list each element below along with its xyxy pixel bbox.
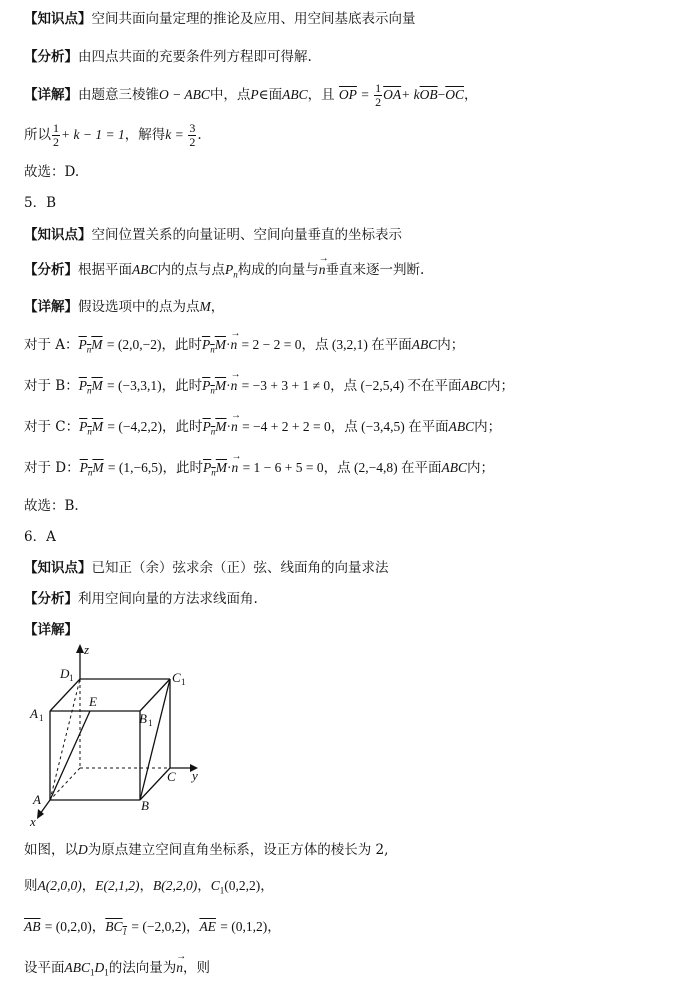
knowledge-line-6: 【知识点】已知正（余）弦求余（正）弦、线面角的向量求法: [24, 560, 389, 576]
detail-line-8: 则A(2,0,0)，E(2,1,2)，B(2,2,0)，$C_1(0,2,2)$，: [24, 878, 274, 896]
svg-text:1: 1: [39, 713, 44, 723]
analysis-line-5: 【分析】根据平面ABC内的点与点$P_n$构成的向量与→ n垂直来逐一判断.: [24, 260, 424, 285]
vertex-d1: D: [60, 666, 70, 681]
vertex-c1: C: [172, 670, 181, 685]
analysis-line-6: 【分析】利用空间向量的方法求线面角.: [24, 591, 258, 607]
svg-text:1: 1: [148, 718, 153, 728]
answer-line-4: 故选：D.: [24, 164, 80, 180]
vertex-a: A: [33, 792, 41, 807]
knowledge-line-5: 【知识点】空间位置关系的向量证明、空间向量垂直的坐标表示: [24, 227, 402, 243]
vertex-a1: A: [30, 706, 38, 721]
cube-figure: [20, 644, 210, 832]
vertex-b1: B: [139, 711, 147, 726]
question-6-heading: 6．A: [24, 529, 56, 545]
option-a-row: 对于 A：$P_nM = (2,0,-2)$，此时$P_nM\cdot\to n = 2 - 2 = 0$，点 (3,2,1) 在平面ABC内；: [24, 335, 464, 360]
answer-line-5: 故选：B.: [24, 498, 79, 514]
detail-line-1: 【详解】由题意三棱锥O − ABC中，点P∈面ABC，且 $\overline{OP}$ = $\frac{1}{2}$ $\overline{OA}+ k\overline{OB}-\overline{OC}$，: [24, 81, 478, 109]
option-c-row: 对于 C：$P_nM = (-4,2,2)$，此时$P_nM\cdot\to n = -4 + 2 + 2 = 0$，点 (−3,4,5) 在平面ABC内；: [24, 417, 501, 442]
fraction-half: $\frac{1}{2}$: [375, 81, 382, 109]
detail-line-10: 设平面$ABC_1D_1$的法向量为→ n，则: [24, 958, 210, 983]
option-d-row: 对于 D：$P_nM = (1,-6,5)$，此时$P_nM\cdot\to n = 1 - 6 + 5 = 0$，点 (2,−4,8) 在平面ABC内；: [24, 458, 494, 483]
z-axis-label: z: [84, 644, 90, 657]
vertex-c: C: [167, 769, 176, 784]
vertex-b: B: [141, 798, 149, 813]
detail-line-6: 【详解】: [24, 622, 78, 638]
analysis-line-1: 【分析】由四点共面的充要条件列方程即可得解.: [24, 49, 312, 65]
svg-text:1: 1: [181, 677, 186, 687]
detail-line-9: $\overline{AB} = (0,2,0)$，$BC_1 = (-2,0,2)$，$\overline{AE} = (0,1,2)$，: [24, 919, 281, 937]
question-5-heading: 5．B: [24, 195, 57, 211]
section-tag: 【知识点】: [24, 11, 92, 27]
y-axis-label: y: [192, 768, 198, 783]
detail-line-7: 如图，以D为原点建立空间直角坐标系，设正方体的棱长为 2,: [24, 842, 389, 858]
svg-text:1: 1: [69, 673, 74, 683]
knowledge-line-1: 【知识点】空间共面向量定理的推论及应用、用空间基底表示向量: [24, 11, 416, 27]
detail-line-2: 所以 $\frac{1}{2}$ + k − 1 = 1，解得k = $\frac{3}{2}$ .: [24, 121, 202, 149]
point-e: E: [89, 694, 97, 709]
option-b-row: 对于 B：$P_nM = (-3,3,1)$，此时$P_nM\cdot\to n = -3 + 3 + 1 \ne 0$，点 (−2,5,4) 不在平面ABC内；: [24, 376, 514, 401]
x-axis-label: x: [30, 814, 36, 829]
detail-line-5: 【详解】假设选项中的点为点M，: [24, 299, 225, 315]
